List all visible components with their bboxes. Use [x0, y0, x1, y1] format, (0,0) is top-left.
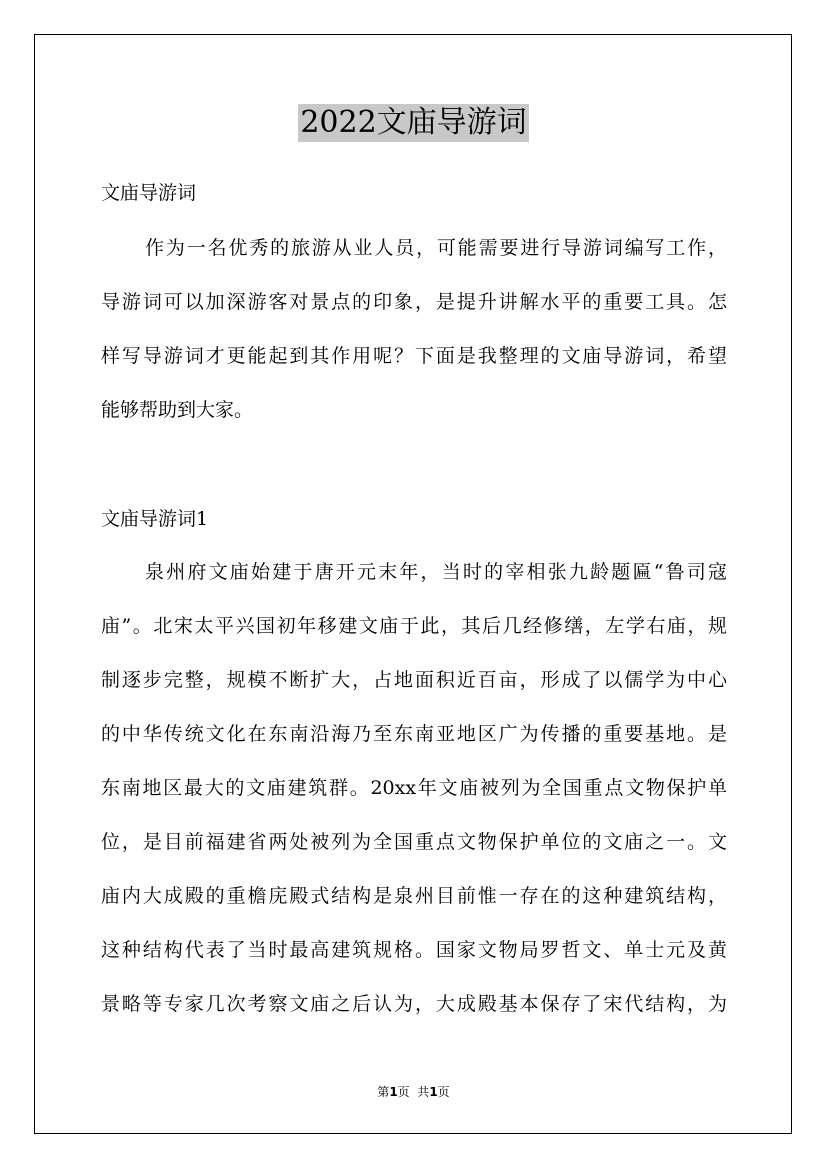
section1-line: 位，是目前福建省两处被列为全国重点文物保护单位的文庙之一。文: [101, 831, 727, 853]
footer-current-page: 1: [389, 1085, 398, 1099]
footer-mid: 页 共: [397, 1085, 430, 1099]
page-footer: [0, 1084, 827, 1100]
footer-total-pages: 1: [429, 1085, 438, 1099]
intro-line: 导游词可以加深游客对景点的印象，是提升讲解水平的重要工具。怎: [101, 291, 727, 313]
section1-line: 景略等专家几次考察文庙之后认为，大成殿基本保存了宋代结构，为: [101, 993, 727, 1015]
intro-heading: 文庙导游词: [101, 182, 197, 204]
section1-heading: 文庙导游词1: [101, 508, 209, 530]
intro-line: 样写导游词才更能起到其作用呢？下面是我整理的文庙导游词，希望: [101, 345, 727, 367]
intro-line: 作为一名优秀的旅游从业人员，可能需要进行导游词编写工作，: [145, 237, 727, 259]
section1-line: 的中华传统文化在东南沿海乃至东南亚地区广为传播的重要基地。是: [101, 723, 727, 745]
section1-line: 庙”。北宋太平兴国初年移建文庙于此，其后几经修缮，左学右庙，规: [101, 615, 727, 637]
footer-prefix: 第: [377, 1085, 390, 1099]
section1-line: 泉州府文庙始建于唐开元末年，当时的宰相张九龄题匾“鲁司寇: [145, 561, 727, 583]
intro-line: 能够帮助到大家。: [101, 399, 254, 421]
document-title: 2022文庙导游词: [300, 105, 527, 140]
section1-line: 庙内大成殿的重檐庑殿式结构是泉州目前惟一存在的这种建筑结构，: [101, 885, 727, 907]
title-wrapper: [0, 104, 827, 142]
footer-suffix: 页: [437, 1085, 450, 1099]
section1-line: 这种结构代表了当时最高建筑规格。国家文物局罗哲文、单士元及黄: [101, 939, 727, 961]
section1-line: 东南地区最大的文庙建筑群。20xx年文庙被列为全国重点文物保护单: [101, 777, 727, 799]
section1-line: 制逐步完整，规模不断扩大，占地面积近百亩，形成了以儒学为中心: [101, 669, 727, 691]
